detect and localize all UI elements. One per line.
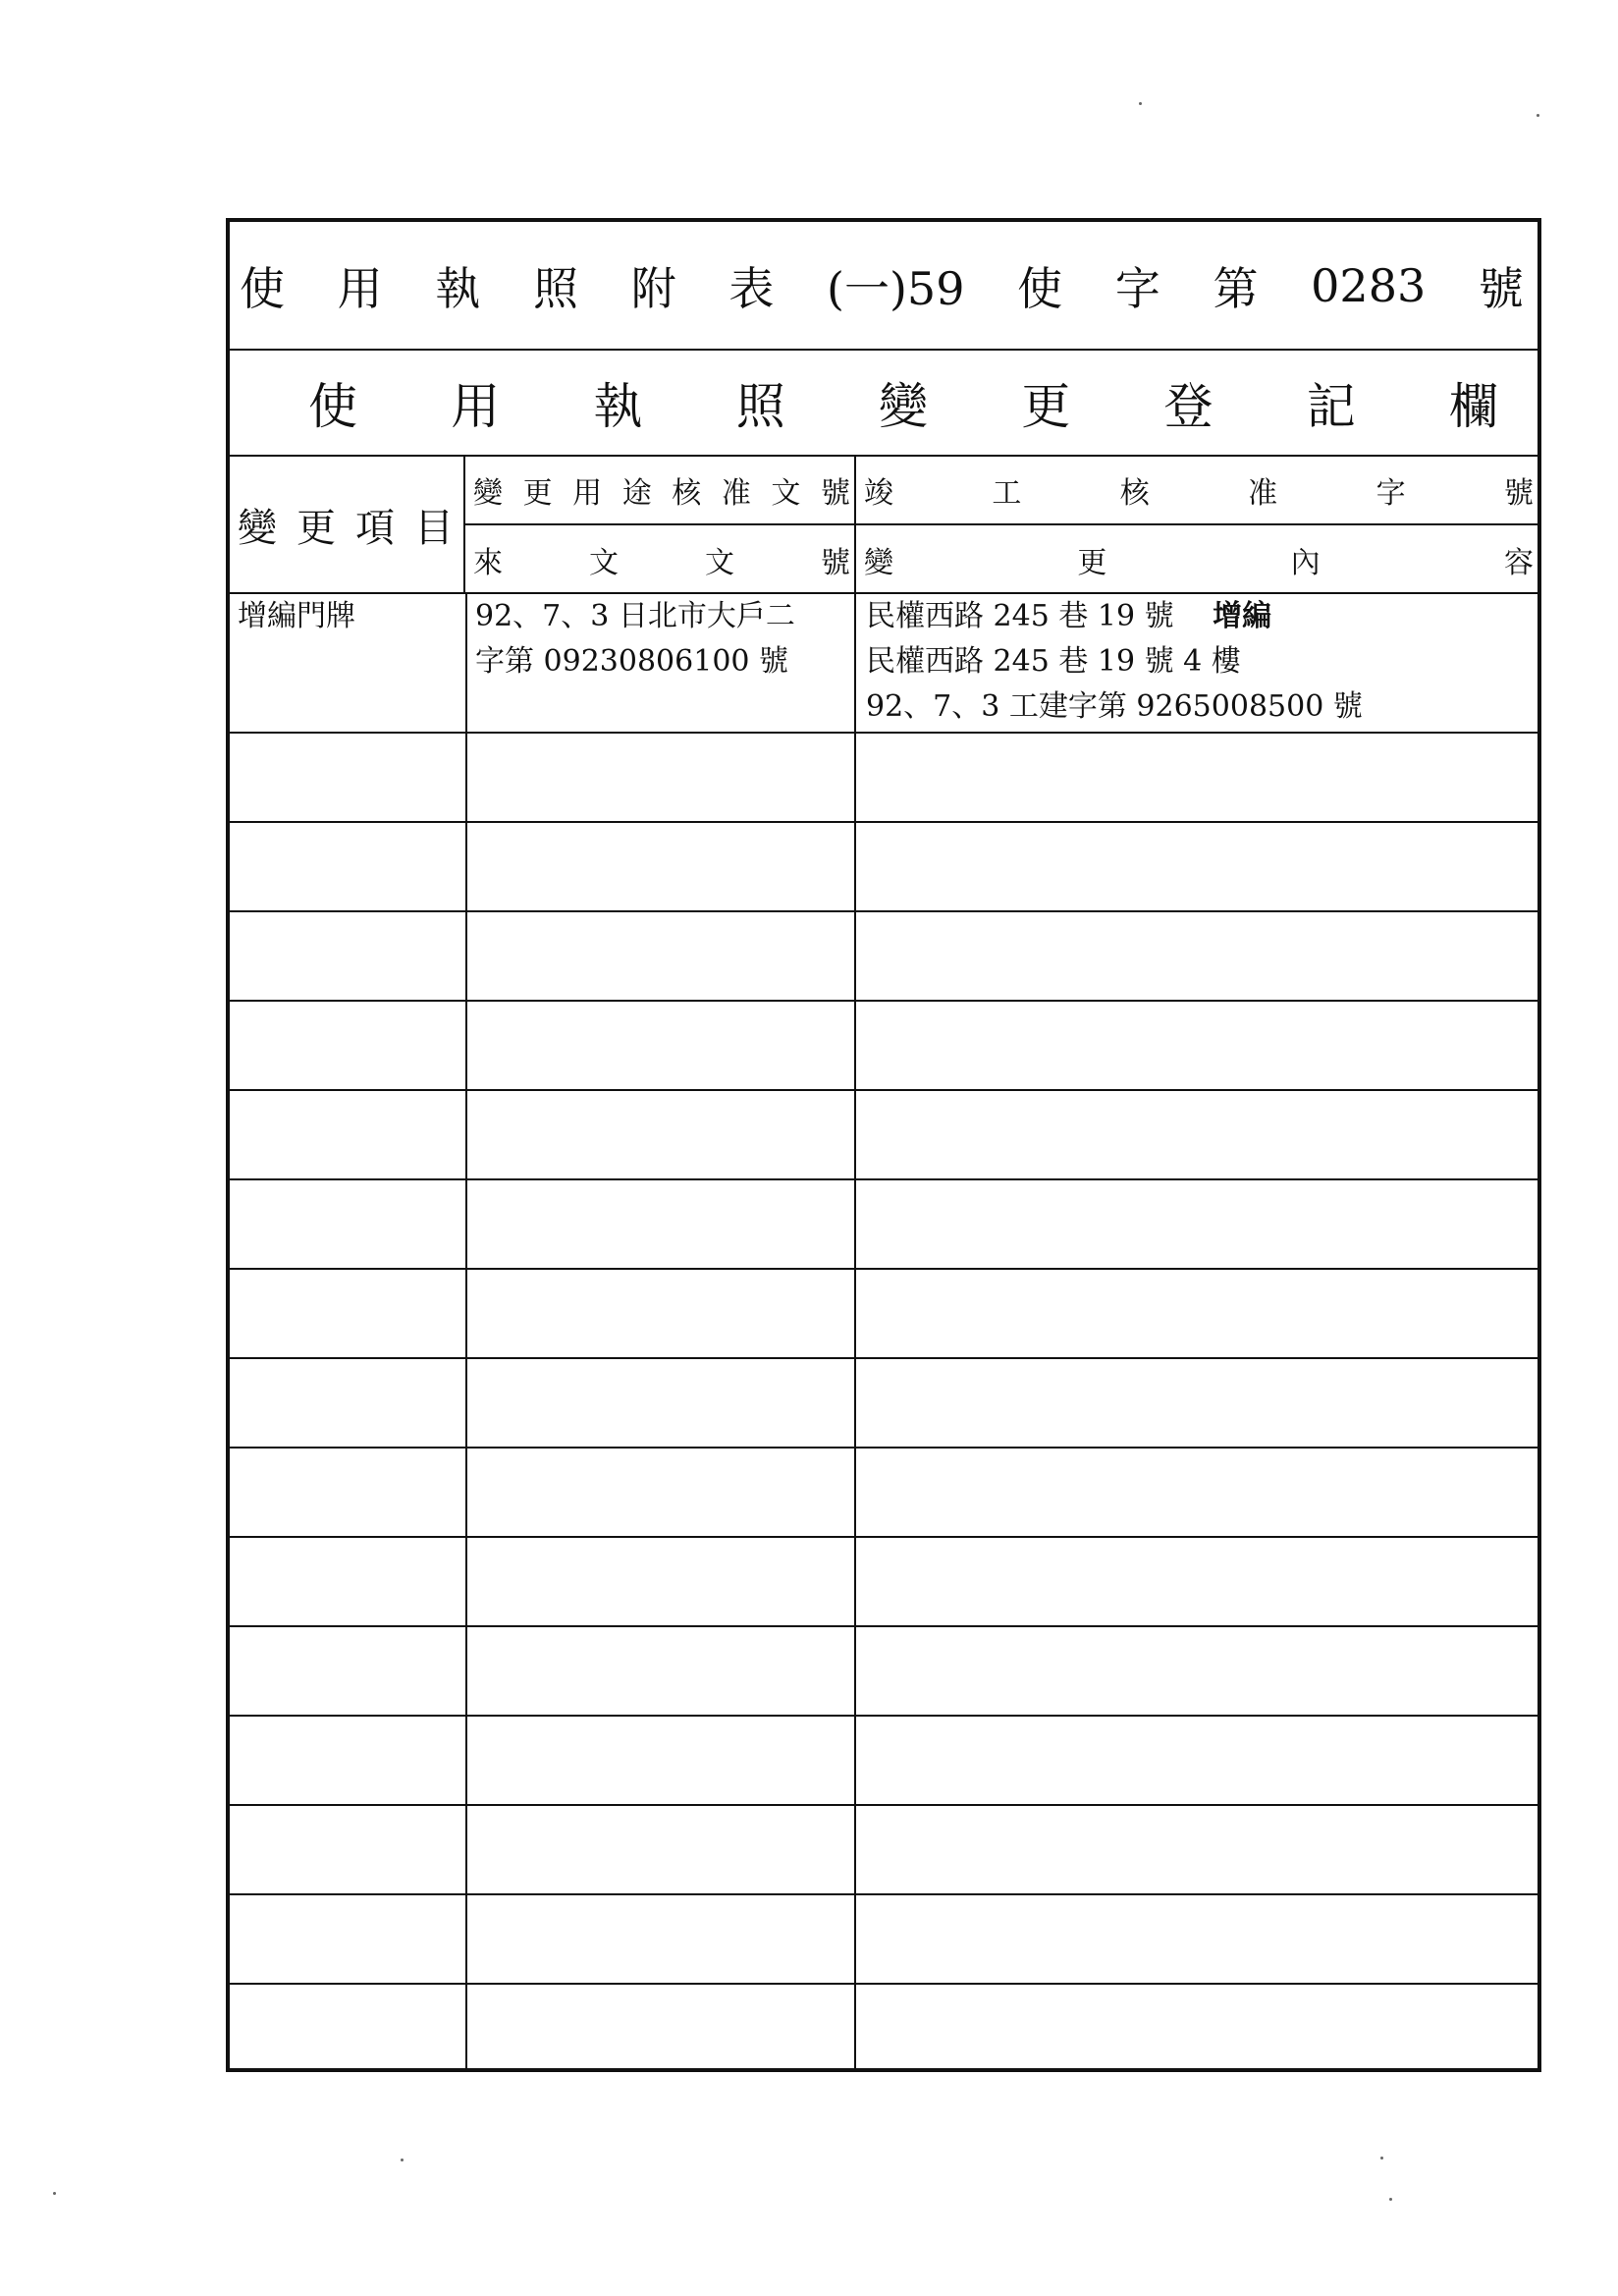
entry-change-item: 增編門牌 (238, 599, 355, 633)
header-completion-approval-number (856, 457, 1537, 525)
header-document-column (465, 457, 856, 594)
header-char: 更 (522, 476, 553, 511)
entry-content-line: 92、7、3 工建字第 9265008500 號 (866, 689, 1363, 724)
entry-content (866, 594, 1363, 730)
entry-document (475, 594, 852, 684)
subtitle-char: 執 (593, 378, 643, 435)
header-char: 號 (1503, 476, 1534, 511)
subtitle-char: 記 (1306, 378, 1356, 435)
scan-speck (1139, 102, 1142, 105)
table-row (230, 1895, 1537, 1985)
header-char: 工 (992, 476, 1022, 511)
subtitle-char: 用 (451, 378, 501, 435)
title-char: 字 (1114, 261, 1160, 315)
scan-speck (1380, 2157, 1383, 2159)
subtitle-char: 登 (1163, 378, 1214, 435)
header-change-item (230, 457, 465, 594)
entry-doc-line: 字第 09230806100 號 (475, 644, 789, 679)
table-row (230, 912, 1537, 1002)
table-row (230, 1091, 1537, 1180)
title-char: 執 (435, 261, 481, 315)
subtitle-char: 使 (308, 378, 357, 435)
header-char: 變 (473, 476, 503, 511)
header-change-content (856, 525, 1537, 594)
table-row (230, 823, 1537, 912)
header-incoming-doc-number (465, 525, 854, 594)
title-char: 表 (728, 261, 775, 315)
scan-speck (401, 2159, 404, 2161)
header-char: 目 (414, 505, 454, 551)
table-row (230, 1180, 1537, 1270)
header-char: 字 (1375, 476, 1406, 511)
table-row (230, 1002, 1537, 1091)
header-approval-doc-number (465, 457, 854, 525)
form-title (230, 222, 1537, 351)
header-char: 容 (1503, 546, 1534, 580)
subtitle-char: 變 (879, 378, 928, 435)
header-char: 竣 (864, 476, 893, 511)
header-char: 變 (864, 546, 893, 580)
subtitle-char: 欄 (1449, 378, 1498, 435)
entry-content-line (866, 594, 1363, 639)
header-char: 號 (820, 476, 850, 511)
register-table-body (230, 594, 1537, 2068)
title-char: 號 (1478, 261, 1524, 315)
entry-doc-line: 92、7、3 日北市大戶二 (475, 599, 795, 633)
scan-speck (1537, 114, 1539, 117)
header-char: 准 (1248, 476, 1278, 511)
title-char: 使 (1017, 261, 1063, 315)
header-char: 文 (771, 476, 801, 511)
usage-permit-annex-form (226, 218, 1541, 2072)
scan-speck (1389, 2198, 1392, 2201)
title-char: 照 (533, 261, 579, 315)
header-char: 文 (705, 546, 734, 580)
header-char: 核 (672, 476, 702, 511)
header-char: 更 (1077, 546, 1107, 580)
table-row (230, 1627, 1537, 1717)
table-row (230, 1270, 1537, 1359)
header-char: 內 (1290, 546, 1321, 580)
title-char: 附 (630, 261, 676, 315)
title-permit-number: 0283 (1311, 258, 1427, 312)
title-char: 第 (1213, 261, 1259, 315)
header-char: 准 (721, 476, 751, 511)
header-char: 號 (821, 546, 850, 580)
table-row (230, 1449, 1537, 1538)
table-row (230, 1717, 1537, 1806)
table-row (230, 1806, 1537, 1895)
table-row (230, 1538, 1537, 1627)
header-char: 來 (473, 546, 503, 580)
header-char: 變 (238, 505, 277, 551)
title-char: 用 (337, 261, 383, 315)
header-char: 文 (589, 546, 619, 580)
subtitle-char: 照 (735, 378, 785, 435)
header-char: 用 (572, 476, 603, 511)
entry-address: 民權西路 245 巷 19 號 (866, 599, 1174, 633)
header-char: 更 (297, 505, 336, 551)
header-content-column (856, 457, 1537, 594)
entry-tag: 增編 (1213, 599, 1272, 633)
scan-speck (53, 2192, 56, 2195)
table-row (230, 734, 1537, 823)
table-row (230, 1359, 1537, 1449)
form-subtitle (230, 351, 1537, 457)
header-char: 途 (621, 476, 652, 511)
title-annex-number: (一)59 (827, 261, 965, 315)
header-char: 核 (1119, 476, 1150, 511)
table-row (230, 1985, 1537, 2074)
subtitle-char: 更 (1021, 378, 1071, 435)
header-char: 項 (355, 505, 395, 551)
entry-content-line: 民權西路 245 巷 19 號 4 樓 (866, 644, 1241, 679)
title-char: 使 (240, 261, 285, 315)
table-row (230, 594, 1537, 734)
